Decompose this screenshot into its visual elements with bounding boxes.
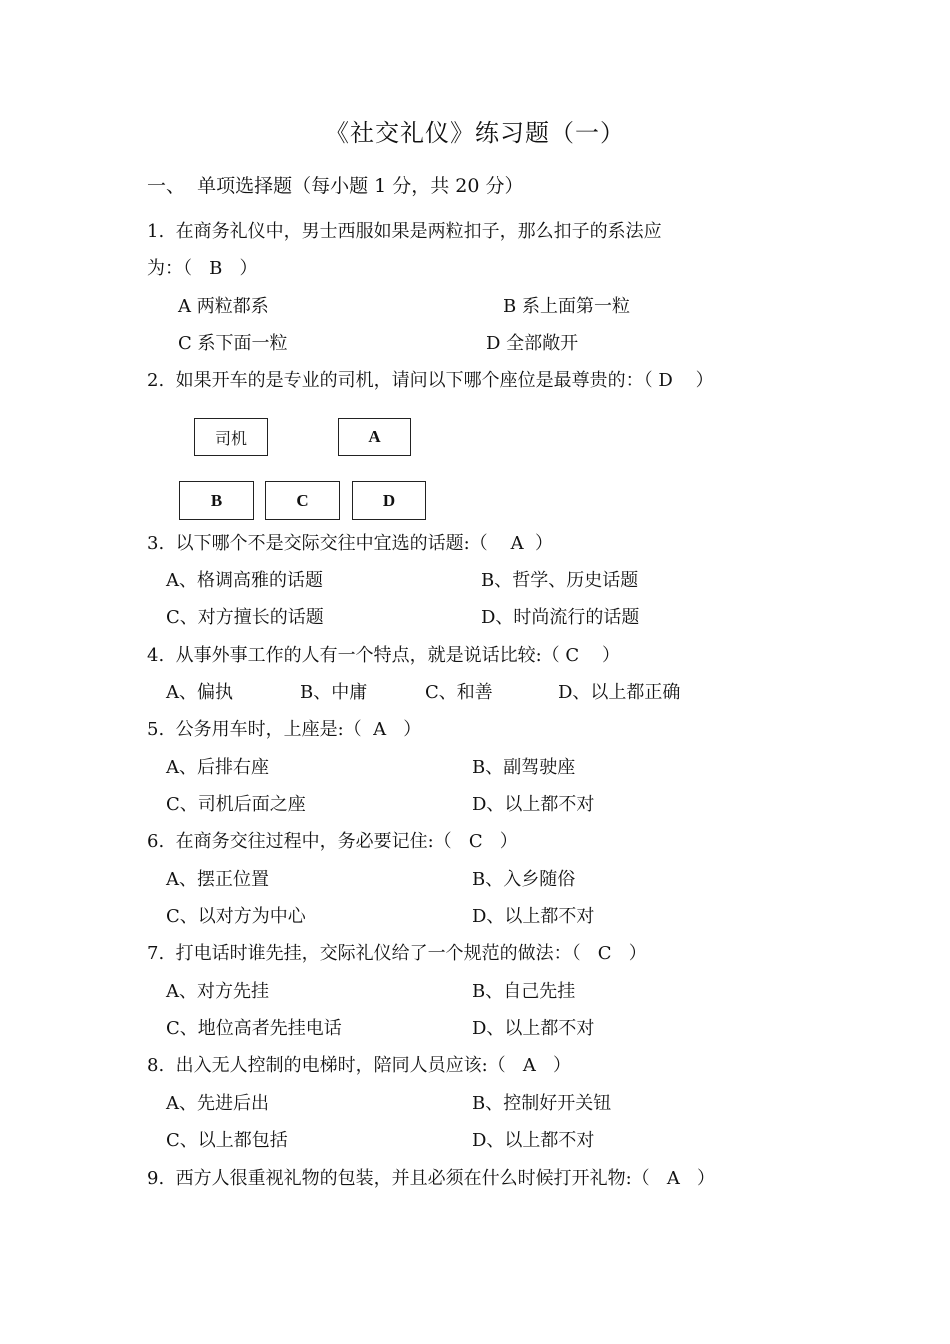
seat-a: A (338, 418, 411, 456)
question-7-option-a: A、对方先挂 (166, 981, 269, 1002)
seat-c: C (265, 481, 340, 520)
question-4-option-a: A、偏执 (166, 682, 233, 703)
question-1-option-c: C 系下面一粒 (178, 333, 288, 354)
question-6-text: 6. 在商务交往过程中，务必要记住:（ C ） (147, 831, 518, 852)
question-8-option-b: B、控制好开关钮 (472, 1093, 612, 1114)
question-1-answer: 为：（ B ） (147, 258, 258, 279)
question-7-option-d: D、以上都不对 (472, 1018, 595, 1039)
question-3-option-b: B、哲学、历史话题 (481, 570, 639, 591)
question-8-option-d: D、以上都不对 (472, 1130, 595, 1151)
question-6-option-d: D、以上都不对 (472, 906, 595, 927)
question-4-option-d: D、以上都正确 (558, 682, 681, 703)
question-3-option-d: D、时尚流行的话题 (481, 607, 640, 628)
question-7-text: 7. 打电话时谁先挂，交际礼仪给了一个规范的做法：（ C ） (147, 943, 647, 964)
question-3-option-c: C、对方擅长的话题 (166, 607, 324, 628)
question-2-text: 2. 如果开车的是专业的司机，请问以下哪个座位是最尊贵的：（ D ） (147, 370, 714, 391)
question-6-option-b: B、入乡随俗 (472, 869, 576, 890)
question-1-option-a: A 两粒都系 (178, 296, 269, 317)
seat-b: B (179, 481, 254, 520)
question-5-text: 5. 公务用车时，上座是:（ A ） (147, 719, 422, 740)
question-6-option-a: A、摆正位置 (166, 869, 269, 890)
question-8-option-c: C、以上都包括 (166, 1130, 288, 1151)
question-5-option-a: A、后排右座 (166, 757, 269, 778)
question-6-option-c: C、以对方为中心 (166, 906, 306, 927)
seat-driver: 司机 (194, 418, 268, 456)
question-4-option-c: C、和善 (425, 682, 493, 703)
question-4-text: 4. 从事外事工作的人有一个特点，就是说话比较:（ C ） (147, 645, 621, 666)
question-5-option-b: B、副驾驶座 (472, 757, 576, 778)
question-7-option-c: C、地位高者先挂电话 (166, 1018, 342, 1039)
question-5-option-c: C、司机后面之座 (166, 794, 306, 815)
question-3-text: 3. 以下哪个不是交际交往中宜选的话题:（ A ） (147, 533, 554, 554)
question-3-option-a: A、格调高雅的话题 (166, 570, 323, 591)
section-heading: 一、 单项选择题（每小题 1 分，共 20 分） (147, 175, 524, 197)
question-8-option-a: A、先进后出 (166, 1093, 269, 1114)
question-9-text: 9. 西方人很重视礼物的包装，并且必须在什么时候打开礼物:（ A ） (147, 1168, 716, 1189)
page-title: 《社交礼仪》练习题（一） (325, 119, 625, 147)
question-1-text: 1. 在商务礼仪中，男士西服如果是两粒扣子，那么扣子的系法应 (147, 221, 662, 242)
question-7-option-b: B、自己先挂 (472, 981, 576, 1002)
question-1-option-d: D 全部敞开 (486, 333, 579, 354)
question-5-option-d: D、以上都不对 (472, 794, 595, 815)
question-1-option-b: B 系上面第一粒 (503, 296, 630, 317)
seat-d: D (352, 481, 426, 520)
question-8-text: 8. 出入无人控制的电梯时，陪同人员应该:（ A ） (147, 1055, 572, 1076)
question-4-option-b: B、中庸 (300, 682, 368, 703)
